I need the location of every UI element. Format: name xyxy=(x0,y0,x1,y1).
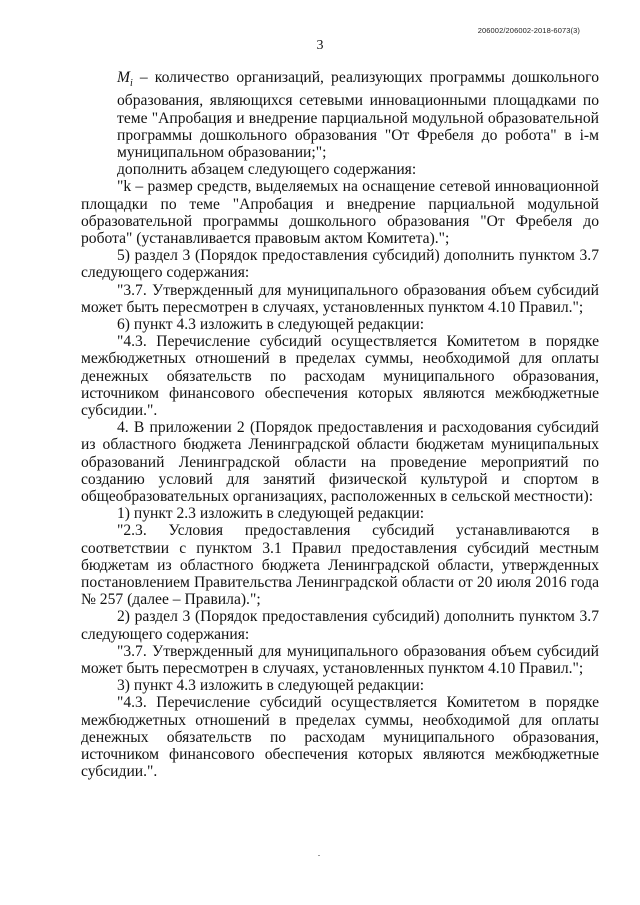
paragraph: 2) раздел 3 (Порядок предоставления субсидий) дополнить пунктом 3.7 следующего содержания: xyxy=(81,608,599,643)
paragraph: "4.3. Перечисление субсидий осуществляется Комитетом в порядке межбюджетных отношений в пределах суммы, необходимой для оплаты денежных обязательств по расходам муниципального образования, источником финансового обеспечения которых являются межбюджетные субсидии.". xyxy=(81,694,599,781)
paragraph-m-definition xyxy=(117,69,599,161)
paragraph: 5) раздел 3 (Порядок предоставления субсидий) дополнить пунктом 3.7 следующего содержания: xyxy=(81,247,599,282)
paragraph: 6) пункт 4.3 изложить в следующей редакции: xyxy=(117,315,425,333)
paragraph: 1) пункт 2.3 изложить в следующей редакции: xyxy=(117,505,425,523)
paragraph: "3.7. Утвержденный для муниципального образования объем субсидий может быть пересмотрен в случаях, установленных пунктом 4.10 Правил."; xyxy=(81,642,599,678)
scan-speck xyxy=(318,855,320,856)
paragraph: дополнить абзацем следующего содержания: xyxy=(117,161,417,179)
paragraph: "k – размер средств, выделяемых на оснащение сетевой инновационной площадки по теме "Апробация и внедрение парциальной модульной образовательной программы дошкольного образования "От Фребеля до робота" (устанавливается правовым актом Комитета)."; xyxy=(81,178,599,247)
m-symbol: M xyxy=(117,69,130,86)
m-subscript: i xyxy=(130,78,133,90)
paragraph-text: – количество организаций, реализующих программы дошкольного образования, являющихся сетевыми инновационными площадками по теме "Апробация и внедрение парциальной модульной образовательной программы дошкольного образования "От Фребеля до робота" в i-м муниципальном образовании;"; xyxy=(117,69,599,161)
paragraph: 4. В приложении 2 (Порядок предоставления и расходования субсидий из областного бюджета Ленинградской области бюджетам муниципальных образований Ленинградской области на проведение мероприятий по созданию условий для занятий физической культурой и спортом в общеобразовательных организациях, расположенных в сельской местности): xyxy=(81,419,599,505)
paragraph: "4.3. Перечисление субсидий осуществляется Комитетом в порядке межбюджетных отношений в пределах суммы, необходимой для оплаты денежных обязательств по расходам муниципального образования, источником финансового обеспечения которых являются межбюджетные субсидии.". xyxy=(81,333,599,419)
document-id: 206002/206002-2018-6073(3) xyxy=(477,26,580,35)
paragraph: "3.7. Утвержденный для муниципального образования объем субсидий может быть пересмотрен в случаях, установленных пунктом 4.10 Правил."; xyxy=(81,281,599,316)
document-body xyxy=(81,69,599,781)
page-number: 3 xyxy=(316,38,324,53)
paragraph: "2.3. Условия предоставления субсидий устанавливаются в соответствии с пунктом 3.1 Правил предоставления субсидий местным бюджетам из областного бюджета Ленинградской области, утвержденных постановлением Правительства Ленинградской области от 20 июля 2016 года № 257 (далее – Правила)."; xyxy=(81,522,599,609)
paragraph: 3) пункт 4.3 изложить в следующей редакции: xyxy=(117,677,425,695)
